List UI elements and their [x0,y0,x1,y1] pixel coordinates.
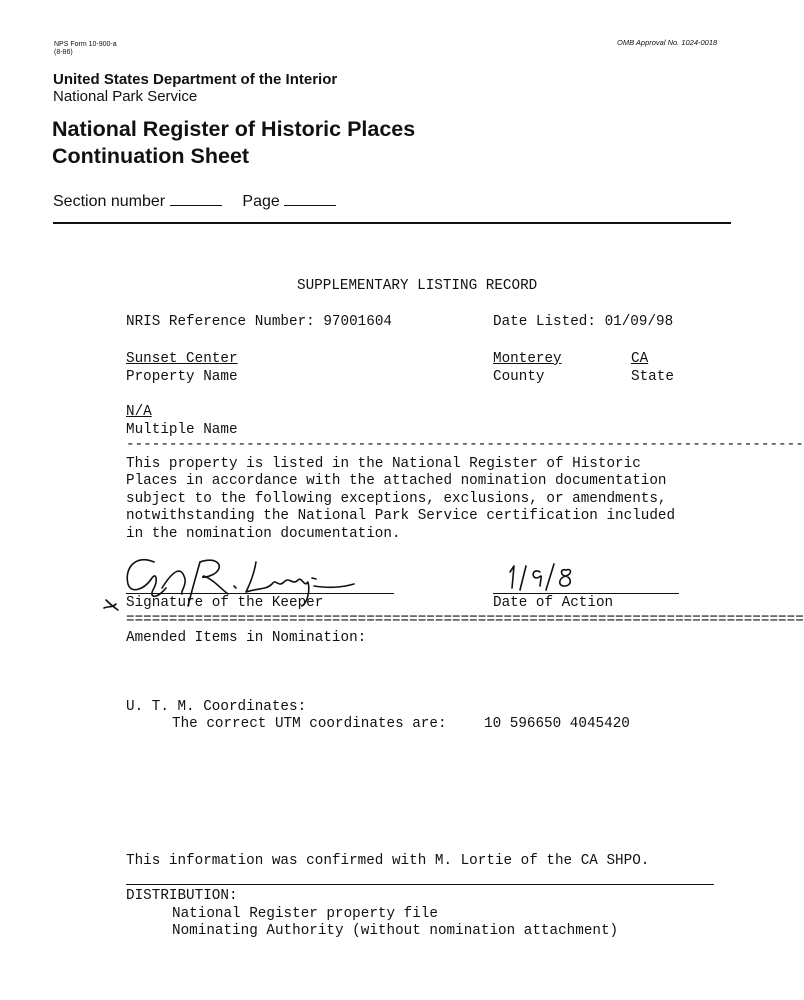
omb-approval: OMB Approval No. 1024-0018 [617,38,718,47]
record-heading: SUPPLEMENTARY LISTING RECORD [297,278,538,294]
utm-text: The correct UTM coordinates are: [172,716,447,732]
date-listed-value: 01/09/98 [604,314,674,330]
distribution-item: Nominating Authority (without nomination attachment) [172,923,619,939]
statement-line-1: This property is listed in the National Register of Historic [126,456,641,472]
distribution-label: DISTRIBUTION: [126,888,238,904]
county-value: Monterey [493,351,562,367]
date-of-action-line [493,593,679,594]
distribution-item: National Register property file [172,906,438,922]
confirmation-note: This information was confirmed with M. Lortie of the CA SHPO. [126,853,650,869]
multiple-name-label: Multiple Name [126,422,238,438]
department-name: United States Department of the Interior [53,71,338,88]
property-name: Sunset Center [126,351,238,367]
date-of-action-label: Date of Action [493,595,614,611]
form-title: National Register of Historic Places [52,117,416,141]
date-listed [493,314,673,331]
amended-items-label: Amended Items in Nomination: [126,630,367,646]
double-separator: =============================================================================== [126,612,804,628]
page-number-field [284,204,336,206]
agency-name: National Park Service [53,88,198,105]
nris-number: 97001604 [323,314,392,330]
dashed-separator: ------------------------------------------------------------------------------- [126,437,804,453]
state-value: CA [631,351,649,367]
property-name-label: Property Name [126,369,238,385]
form-number: NPS Form 10-900-a [54,41,117,48]
statement-line-4: notwithstanding the National Park Service certification included [126,508,676,524]
nris-reference [126,314,392,331]
county-label: County [493,369,545,385]
state-label: State [631,369,674,385]
handwritten-action-date [500,556,590,596]
nris-label: NRIS Reference Number: [126,314,315,330]
multiple-name: N/A [126,404,152,420]
form-date: (8-86) [54,49,73,56]
section-page-line [53,193,336,211]
date-listed-label: Date Listed: [493,314,596,330]
statement-line-3: subject to the following exceptions, exclusions, or amendments, [126,491,667,507]
utm-value: 10 596650 4045420 [484,716,630,732]
statement-line-2: Places in accordance with the attached nomination documentation [126,473,667,489]
form-subtitle: Continuation Sheet [52,144,250,168]
distribution-rule [126,884,714,885]
signature-line [126,593,394,594]
utm-label: U. T. M. Coordinates: [126,699,307,715]
header-rule [53,222,731,224]
section-number-field [170,204,222,206]
signature-label: Signature of the Keeper [126,595,324,611]
statement-line-5: in the nomination documentation. [126,526,401,542]
page-label: Page [242,193,280,210]
section-number-label: Section number [53,193,166,210]
